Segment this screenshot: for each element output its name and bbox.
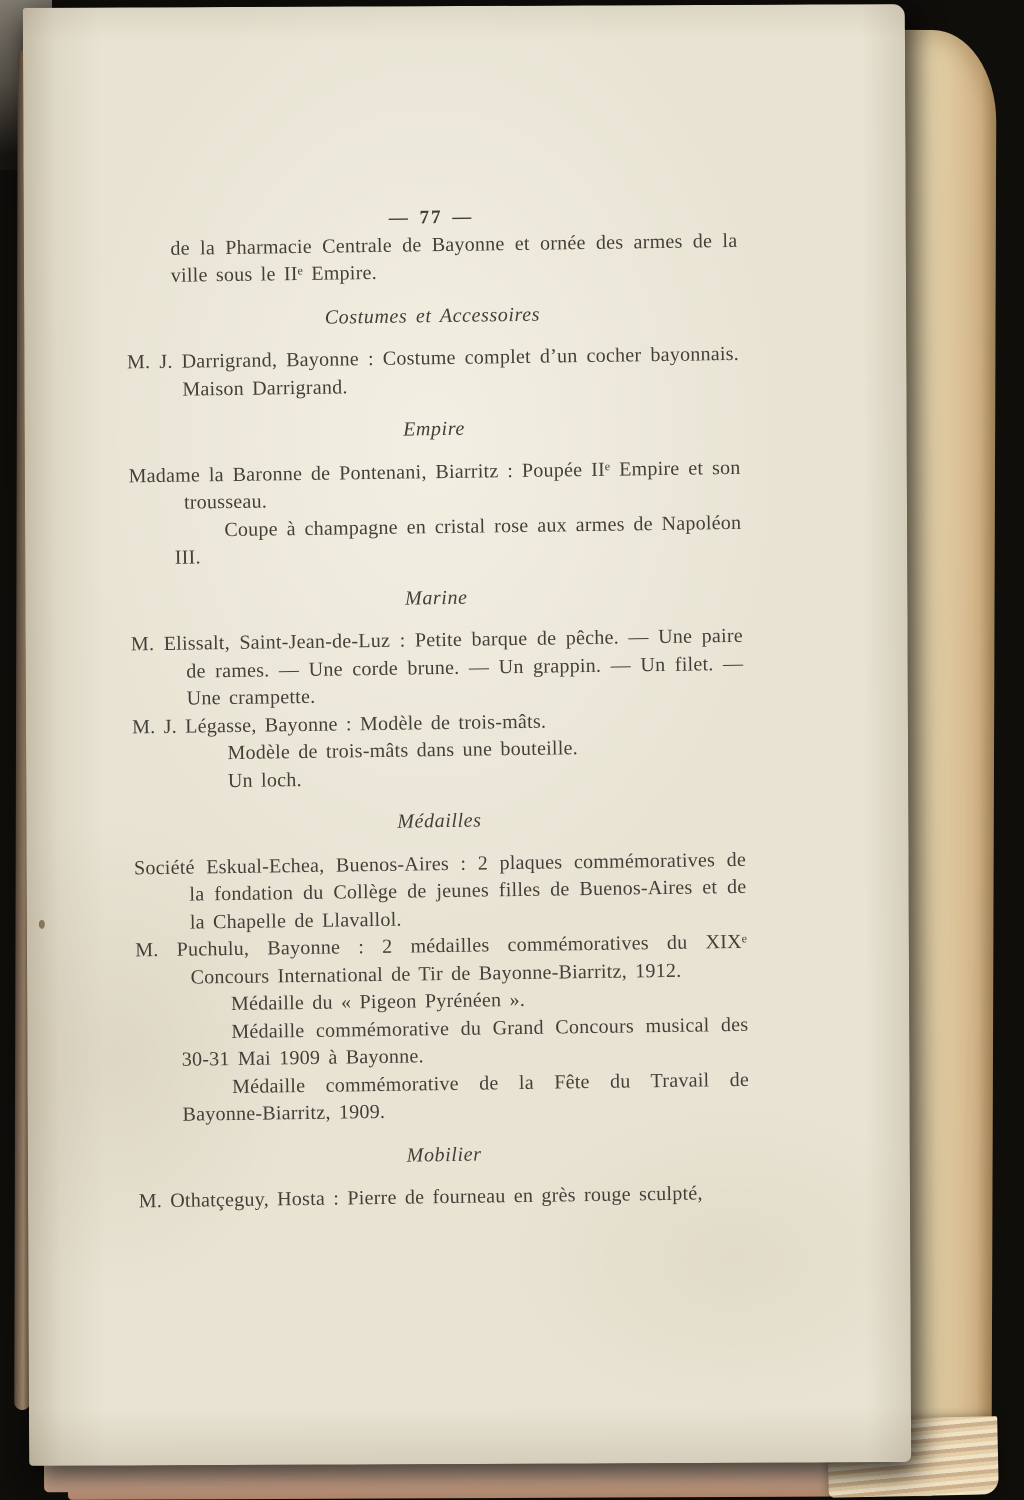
book-page [23,4,911,1466]
page-number: — 77 — [388,206,474,229]
continuation-paragraph: de la Pharmacie Centrale de Bayonne et ornée des armes de la ville sous le IIᵉ Empire. [170,229,738,287]
subentry-medaille-pigeon: Médaille du « Pigeon Pyrénéen ». [230,988,526,1016]
subentry-coupe-champagne: Coupe à champagne en cristal rose aux armes de Napoléon III. [174,511,742,569]
paper-speck [39,920,45,929]
section-heading-costumes: Costumes et Accessoires [324,303,541,329]
entry-darrigrand: M. J. Darrigrand, Bayonne : Costume complet d’un cocher bayonnais. Maison Darrigrand. [126,342,740,401]
page-text [125,200,751,1216]
entry-puchulu: M. Puchulu, Bayonne : 2 médailles commémoratives du XIXᵉ Concours International de Tir de Bayonne-Biarritz, 1912. [135,930,748,989]
subentry-medaille-concours-musical: Médaille commémorative du Grand Concours musical des 30-31 Mai 1909 à Bayonne. [181,1013,749,1071]
section-heading-marine: Marine [404,586,468,610]
entry-pontenani: Madame la Baronne de Pontenani, Biarritz : Poupée IIᵉ Empire et son trousseau. [128,456,741,514]
section-heading-mobilier: Mobilier [406,1143,482,1167]
entry-societe-eskual-echea: Société Eskual-Echea, Buenos-Aires : 2 plaques commémoratives de la fondation du Collège de jeunes filles de Buenos-Aires et de la Chapelle de Llavallol. [133,848,747,934]
entry-legasse: M. J. Légasse, Bayonne : Modèle de trois-mâts. [131,710,547,738]
bottom-page-stack [68,1478,934,1500]
subentry-loch: Un loch. [227,768,302,792]
subentry-medaille-fete-travail: Médaille commémorative de la Fête du Travail de Bayonne-Biarritz, 1909. [182,1068,750,1126]
section-heading-empire: Empire [402,417,466,441]
entry-elissalt: M. Elissalt, Saint-Jean-de-Luz : Petite barque de pêche. — Une paire de rames. — Une corde brune. — Un grappin. — Un filet. — Une crampette. [130,624,744,710]
subentry-modele-bouteille: Modèle de trois-mâts dans une bouteille. [227,737,579,765]
entry-othatceguy: M. Othatçeguy, Hosta : Pierre de fourneau en grès rouge sculpté, [138,1182,703,1213]
section-heading-medailles: Médailles [397,809,482,833]
